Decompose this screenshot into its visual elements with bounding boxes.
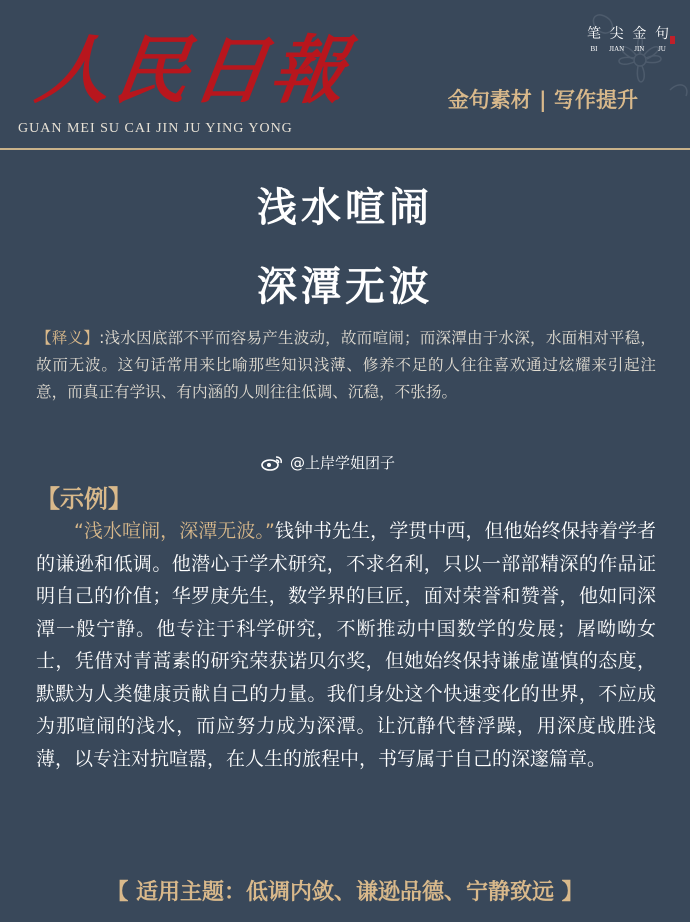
explanation-paragraph — [36, 325, 656, 406]
brand-char: 句 JU — [654, 26, 669, 53]
header — [0, 0, 690, 150]
header-subtitle: 金句素材 | 写作提升 — [447, 87, 638, 112]
applicable-themes: 【 适用主题：低调内敛、谦逊品德、宁静致远 】 — [106, 880, 584, 905]
weibo-watermark — [260, 452, 395, 473]
brand-char: 尖 JIAN — [609, 26, 625, 53]
watermark-text: @上岸学姐团子 — [290, 454, 396, 472]
example-text: 钱钟书先生，学贯中西，但他始终保持着学者的谦逊和低调。他潜心于学术研究，不求名利，只以一部部精深的作品证明自己的价值；华罗庚先生，数学界的巨匠，面对荣誉和赞誉，他如同深潭一般宁静。他专注于科学研究，不断推动中国数学的发展；屠呦呦女士，凭借对青蒿素的研究荣获诺贝尔奖，但她始终保持谦虚谨慎的态度，默默为人类健康贡献自己的力量。我们身处这个快速变化的世界，不应成为那喧闹的浅水，而应努力成为深潭。让沉静代替浮躁，用深度战胜浅薄，以专注对抗喧嚣，在人生的旅程中，书写属于自己的深邃篇章。 — [36, 520, 656, 770]
weibo-icon — [260, 455, 284, 471]
example-paragraph — [36, 515, 656, 775]
page-title-line-1: 浅水喧闹 — [257, 185, 433, 231]
page-title-line-2: 深潭无波 — [257, 264, 433, 310]
example-label: 【示例】 — [36, 485, 132, 513]
logo: 人民日報 — [31, 28, 356, 114]
brand-char: 笔 BI — [587, 26, 601, 53]
brand-char: 金 JIN — [632, 26, 647, 53]
explanation-label: 【释义】 — [36, 329, 100, 347]
header-divider — [0, 148, 690, 150]
explanation-text: :浅水因底部不平而容易产生波动，故而喧闹；而深潭由于水深，水面相对平稳，故而无波。这句话常用来比喻那些知识浅薄、修养不足的人往往喜欢通过炫耀来引起注意，而真正有学识、有内涵的人则往往低调、沉稳，不张扬。 — [36, 329, 656, 401]
pinyin-caption: GUAN MEI SU CAI JIN JU YING YONG — [18, 121, 293, 136]
brand-mark — [583, 26, 673, 54]
seal-icon — [670, 36, 675, 44]
example-quote: “浅水喧闹，深潭无波。” — [74, 520, 275, 542]
